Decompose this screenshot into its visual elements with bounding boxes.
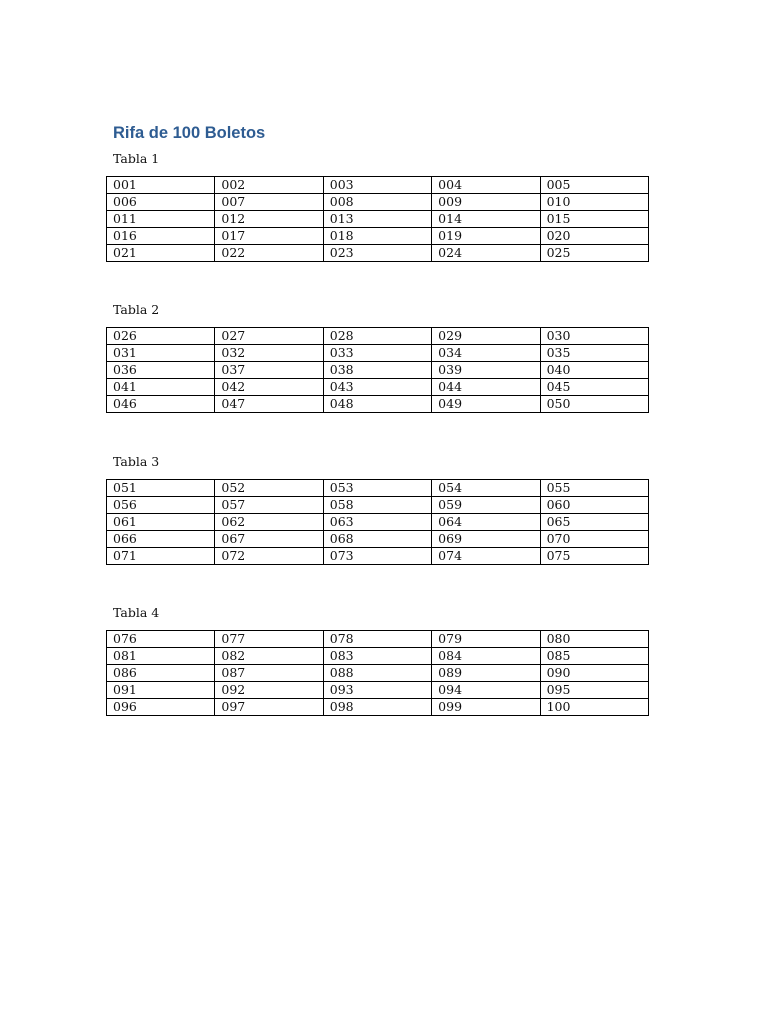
ticket-number-cell: 023 <box>323 245 431 262</box>
ticket-number-cell: 098 <box>323 699 431 716</box>
ticket-number-cell: 026 <box>107 328 215 345</box>
ticket-number-cell: 035 <box>540 345 648 362</box>
ticket-number-cell: 040 <box>540 362 648 379</box>
ticket-number-cell: 069 <box>432 531 540 548</box>
ticket-number-cell: 007 <box>215 194 323 211</box>
ticket-number-cell: 017 <box>215 228 323 245</box>
table-row <box>107 699 649 716</box>
ticket-number-cell: 065 <box>540 514 648 531</box>
ticket-number-cell: 078 <box>323 631 431 648</box>
table-row <box>107 194 649 211</box>
ticket-number-cell: 096 <box>107 699 215 716</box>
ticket-number-cell: 019 <box>432 228 540 245</box>
ticket-number-cell: 083 <box>323 648 431 665</box>
ticket-number-cell: 043 <box>323 379 431 396</box>
table-caption: Tabla 3 <box>113 454 160 469</box>
ticket-number-cell: 090 <box>540 665 648 682</box>
table-row <box>107 648 649 665</box>
ticket-number-cell: 021 <box>107 245 215 262</box>
ticket-number-cell: 062 <box>215 514 323 531</box>
ticket-number-cell: 044 <box>432 379 540 396</box>
ticket-number-cell: 097 <box>215 699 323 716</box>
ticket-number-cell: 074 <box>432 548 540 565</box>
ticket-number-cell: 067 <box>215 531 323 548</box>
ticket-number-cell: 099 <box>432 699 540 716</box>
ticket-number-cell: 091 <box>107 682 215 699</box>
ticket-number-cell: 012 <box>215 211 323 228</box>
ticket-number-cell: 093 <box>323 682 431 699</box>
table-row <box>107 177 649 194</box>
ticket-number-cell: 077 <box>215 631 323 648</box>
ticket-number-cell: 063 <box>323 514 431 531</box>
ticket-number-cell: 005 <box>540 177 648 194</box>
ticket-number-cell: 048 <box>323 396 431 413</box>
ticket-number-cell: 003 <box>323 177 431 194</box>
ticket-number-cell: 070 <box>540 531 648 548</box>
ticket-number-cell: 095 <box>540 682 648 699</box>
ticket-number-cell: 076 <box>107 631 215 648</box>
table-row <box>107 362 649 379</box>
ticket-number-cell: 041 <box>107 379 215 396</box>
ticket-number-cell: 045 <box>540 379 648 396</box>
ticket-table <box>106 630 649 716</box>
ticket-number-cell: 066 <box>107 531 215 548</box>
ticket-number-cell: 088 <box>323 665 431 682</box>
ticket-number-cell: 027 <box>215 328 323 345</box>
ticket-number-cell: 016 <box>107 228 215 245</box>
table-caption: Tabla 4 <box>113 605 160 620</box>
ticket-number-cell: 084 <box>432 648 540 665</box>
ticket-number-cell: 064 <box>432 514 540 531</box>
table-row <box>107 396 649 413</box>
ticket-number-cell: 080 <box>540 631 648 648</box>
ticket-number-cell: 081 <box>107 648 215 665</box>
ticket-number-cell: 053 <box>323 480 431 497</box>
ticket-number-cell: 030 <box>540 328 648 345</box>
ticket-number-cell: 085 <box>540 648 648 665</box>
ticket-number-cell: 057 <box>215 497 323 514</box>
ticket-number-cell: 033 <box>323 345 431 362</box>
ticket-number-cell: 020 <box>540 228 648 245</box>
ticket-number-cell: 061 <box>107 514 215 531</box>
ticket-number-cell: 056 <box>107 497 215 514</box>
table-row <box>107 682 649 699</box>
table-row <box>107 379 649 396</box>
ticket-number-cell: 055 <box>540 480 648 497</box>
table-row <box>107 328 649 345</box>
ticket-number-cell: 010 <box>540 194 648 211</box>
table-row <box>107 631 649 648</box>
ticket-number-cell: 046 <box>107 396 215 413</box>
table-row <box>107 480 649 497</box>
table-row <box>107 245 649 262</box>
table-caption: Tabla 1 <box>113 151 160 166</box>
ticket-number-cell: 087 <box>215 665 323 682</box>
table-caption: Tabla 2 <box>113 302 160 317</box>
ticket-number-cell: 049 <box>432 396 540 413</box>
ticket-number-cell: 092 <box>215 682 323 699</box>
document-title: Rifa de 100 Boletos <box>113 124 266 142</box>
ticket-number-cell: 025 <box>540 245 648 262</box>
ticket-number-cell: 073 <box>323 548 431 565</box>
table-row <box>107 228 649 245</box>
ticket-number-cell: 006 <box>107 194 215 211</box>
ticket-number-cell: 024 <box>432 245 540 262</box>
table-row <box>107 497 649 514</box>
ticket-number-cell: 028 <box>323 328 431 345</box>
ticket-number-cell: 079 <box>432 631 540 648</box>
ticket-number-cell: 060 <box>540 497 648 514</box>
ticket-number-cell: 082 <box>215 648 323 665</box>
ticket-number-cell: 031 <box>107 345 215 362</box>
ticket-table <box>106 176 649 262</box>
ticket-number-cell: 013 <box>323 211 431 228</box>
table-row <box>107 548 649 565</box>
ticket-number-cell: 100 <box>540 699 648 716</box>
ticket-number-cell: 029 <box>432 328 540 345</box>
ticket-number-cell: 039 <box>432 362 540 379</box>
table-row <box>107 531 649 548</box>
table-row <box>107 514 649 531</box>
ticket-number-cell: 050 <box>540 396 648 413</box>
ticket-number-cell: 042 <box>215 379 323 396</box>
ticket-number-cell: 089 <box>432 665 540 682</box>
ticket-number-cell: 086 <box>107 665 215 682</box>
ticket-number-cell: 059 <box>432 497 540 514</box>
ticket-number-cell: 034 <box>432 345 540 362</box>
ticket-number-cell: 058 <box>323 497 431 514</box>
ticket-table <box>106 327 649 413</box>
ticket-number-cell: 068 <box>323 531 431 548</box>
ticket-number-cell: 038 <box>323 362 431 379</box>
ticket-number-cell: 022 <box>215 245 323 262</box>
ticket-number-cell: 018 <box>323 228 431 245</box>
ticket-number-cell: 094 <box>432 682 540 699</box>
ticket-number-cell: 014 <box>432 211 540 228</box>
ticket-number-cell: 051 <box>107 480 215 497</box>
ticket-number-cell: 008 <box>323 194 431 211</box>
ticket-number-cell: 001 <box>107 177 215 194</box>
ticket-number-cell: 047 <box>215 396 323 413</box>
ticket-number-cell: 009 <box>432 194 540 211</box>
ticket-number-cell: 072 <box>215 548 323 565</box>
ticket-number-cell: 032 <box>215 345 323 362</box>
table-row <box>107 211 649 228</box>
ticket-number-cell: 052 <box>215 480 323 497</box>
ticket-number-cell: 002 <box>215 177 323 194</box>
table-row <box>107 345 649 362</box>
ticket-number-cell: 037 <box>215 362 323 379</box>
ticket-number-cell: 075 <box>540 548 648 565</box>
ticket-number-cell: 054 <box>432 480 540 497</box>
ticket-number-cell: 071 <box>107 548 215 565</box>
ticket-number-cell: 015 <box>540 211 648 228</box>
ticket-table <box>106 479 649 565</box>
table-row <box>107 665 649 682</box>
ticket-number-cell: 004 <box>432 177 540 194</box>
ticket-number-cell: 011 <box>107 211 215 228</box>
ticket-number-cell: 036 <box>107 362 215 379</box>
